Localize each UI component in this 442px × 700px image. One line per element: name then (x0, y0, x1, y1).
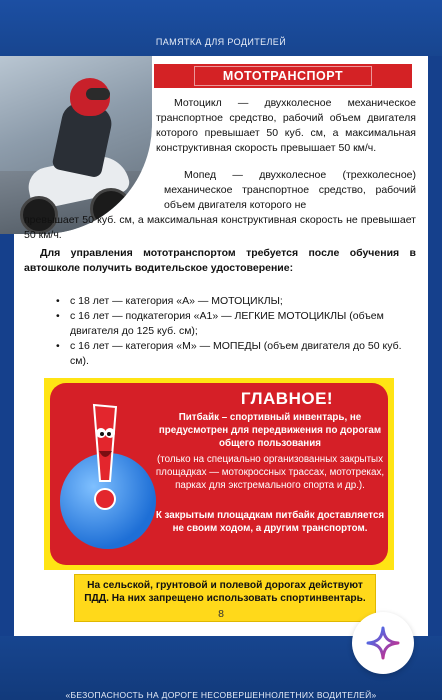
document-page (14, 56, 428, 636)
footer-title: «БЕЗОПАСНОСТЬ НА ДОРОГЕ НЕСОВЕРШЕННОЛЕТНИХ ВОДИТЕЛЕЙ» (65, 690, 377, 700)
moped-definition (24, 168, 416, 243)
section-title-banner (154, 64, 412, 88)
sparkle-plus-icon (366, 626, 400, 660)
header-title: ПАМЯТКА ДЛЯ РОДИТЕЛЕЙ (155, 37, 287, 47)
alert-normal-text: (только на специально организованных закрытых площадках — мотокроссных трассах, мототреках, парках для экстремального спорта и др.). (155, 454, 385, 491)
alert-bold-text: Питбайк – спортивный инвентарь, не предусмотрен для передвижения по дорогам общего пользования (158, 412, 382, 449)
list-item: • с 18 лет — категория «А» — МОТОЦИКЛЫ; (24, 294, 416, 309)
section-title: МОТОТРАНСПОРТ (194, 66, 372, 86)
list-item: • с 16 лет — категория «М» — МОПЕДЫ (объем двигателя до 50 куб. см). (24, 339, 416, 369)
license-list (24, 294, 416, 369)
ribbon-text: На сельской, грунтовой и полевой дорогах действуют ПДД. На них запрещено использовать спортинвентарь. (84, 580, 366, 604)
alert-bold-text-2: К закрытым площадкам питбайк доставляется не своим ходом, а другим транспортом. (155, 510, 385, 534)
moped-definition-start: Мопед — двухколесное (трехколесное) механическое транспортное средство, рабочий объем двигателя которого не (164, 169, 416, 211)
exclamation-mascot-icon (90, 403, 120, 513)
license-intro: Для управления мототранспортом требуется после обучения в автошколе получить водительское удостоверение: (24, 247, 416, 274)
alert-panel (50, 383, 388, 565)
motorcycle-definition: Мотоцикл — двухколесное механическое транспортное средство, рабочий объем двигателя которого превышает 50 куб. см, а максимальная конструктивная скорость превышает 50 км/ч. (156, 97, 416, 154)
alert-title: ГЛАВНОЕ! (240, 389, 334, 408)
sparkle-fab-button[interactable] (352, 612, 414, 674)
moped-definition-end: превышает 50 куб. см, а максимальная конструктивная скорость не превышает 50 км/ч. (24, 214, 416, 241)
main-alert-box (44, 378, 394, 570)
page-header (0, 0, 442, 56)
page-number: 8 (218, 608, 224, 620)
list-item: • с 16 лет — подкатегория «А1» — ЛЕГКИЕ МОТОЦИКЛЫ (объем двигателя до 125 куб. см); (24, 309, 416, 339)
